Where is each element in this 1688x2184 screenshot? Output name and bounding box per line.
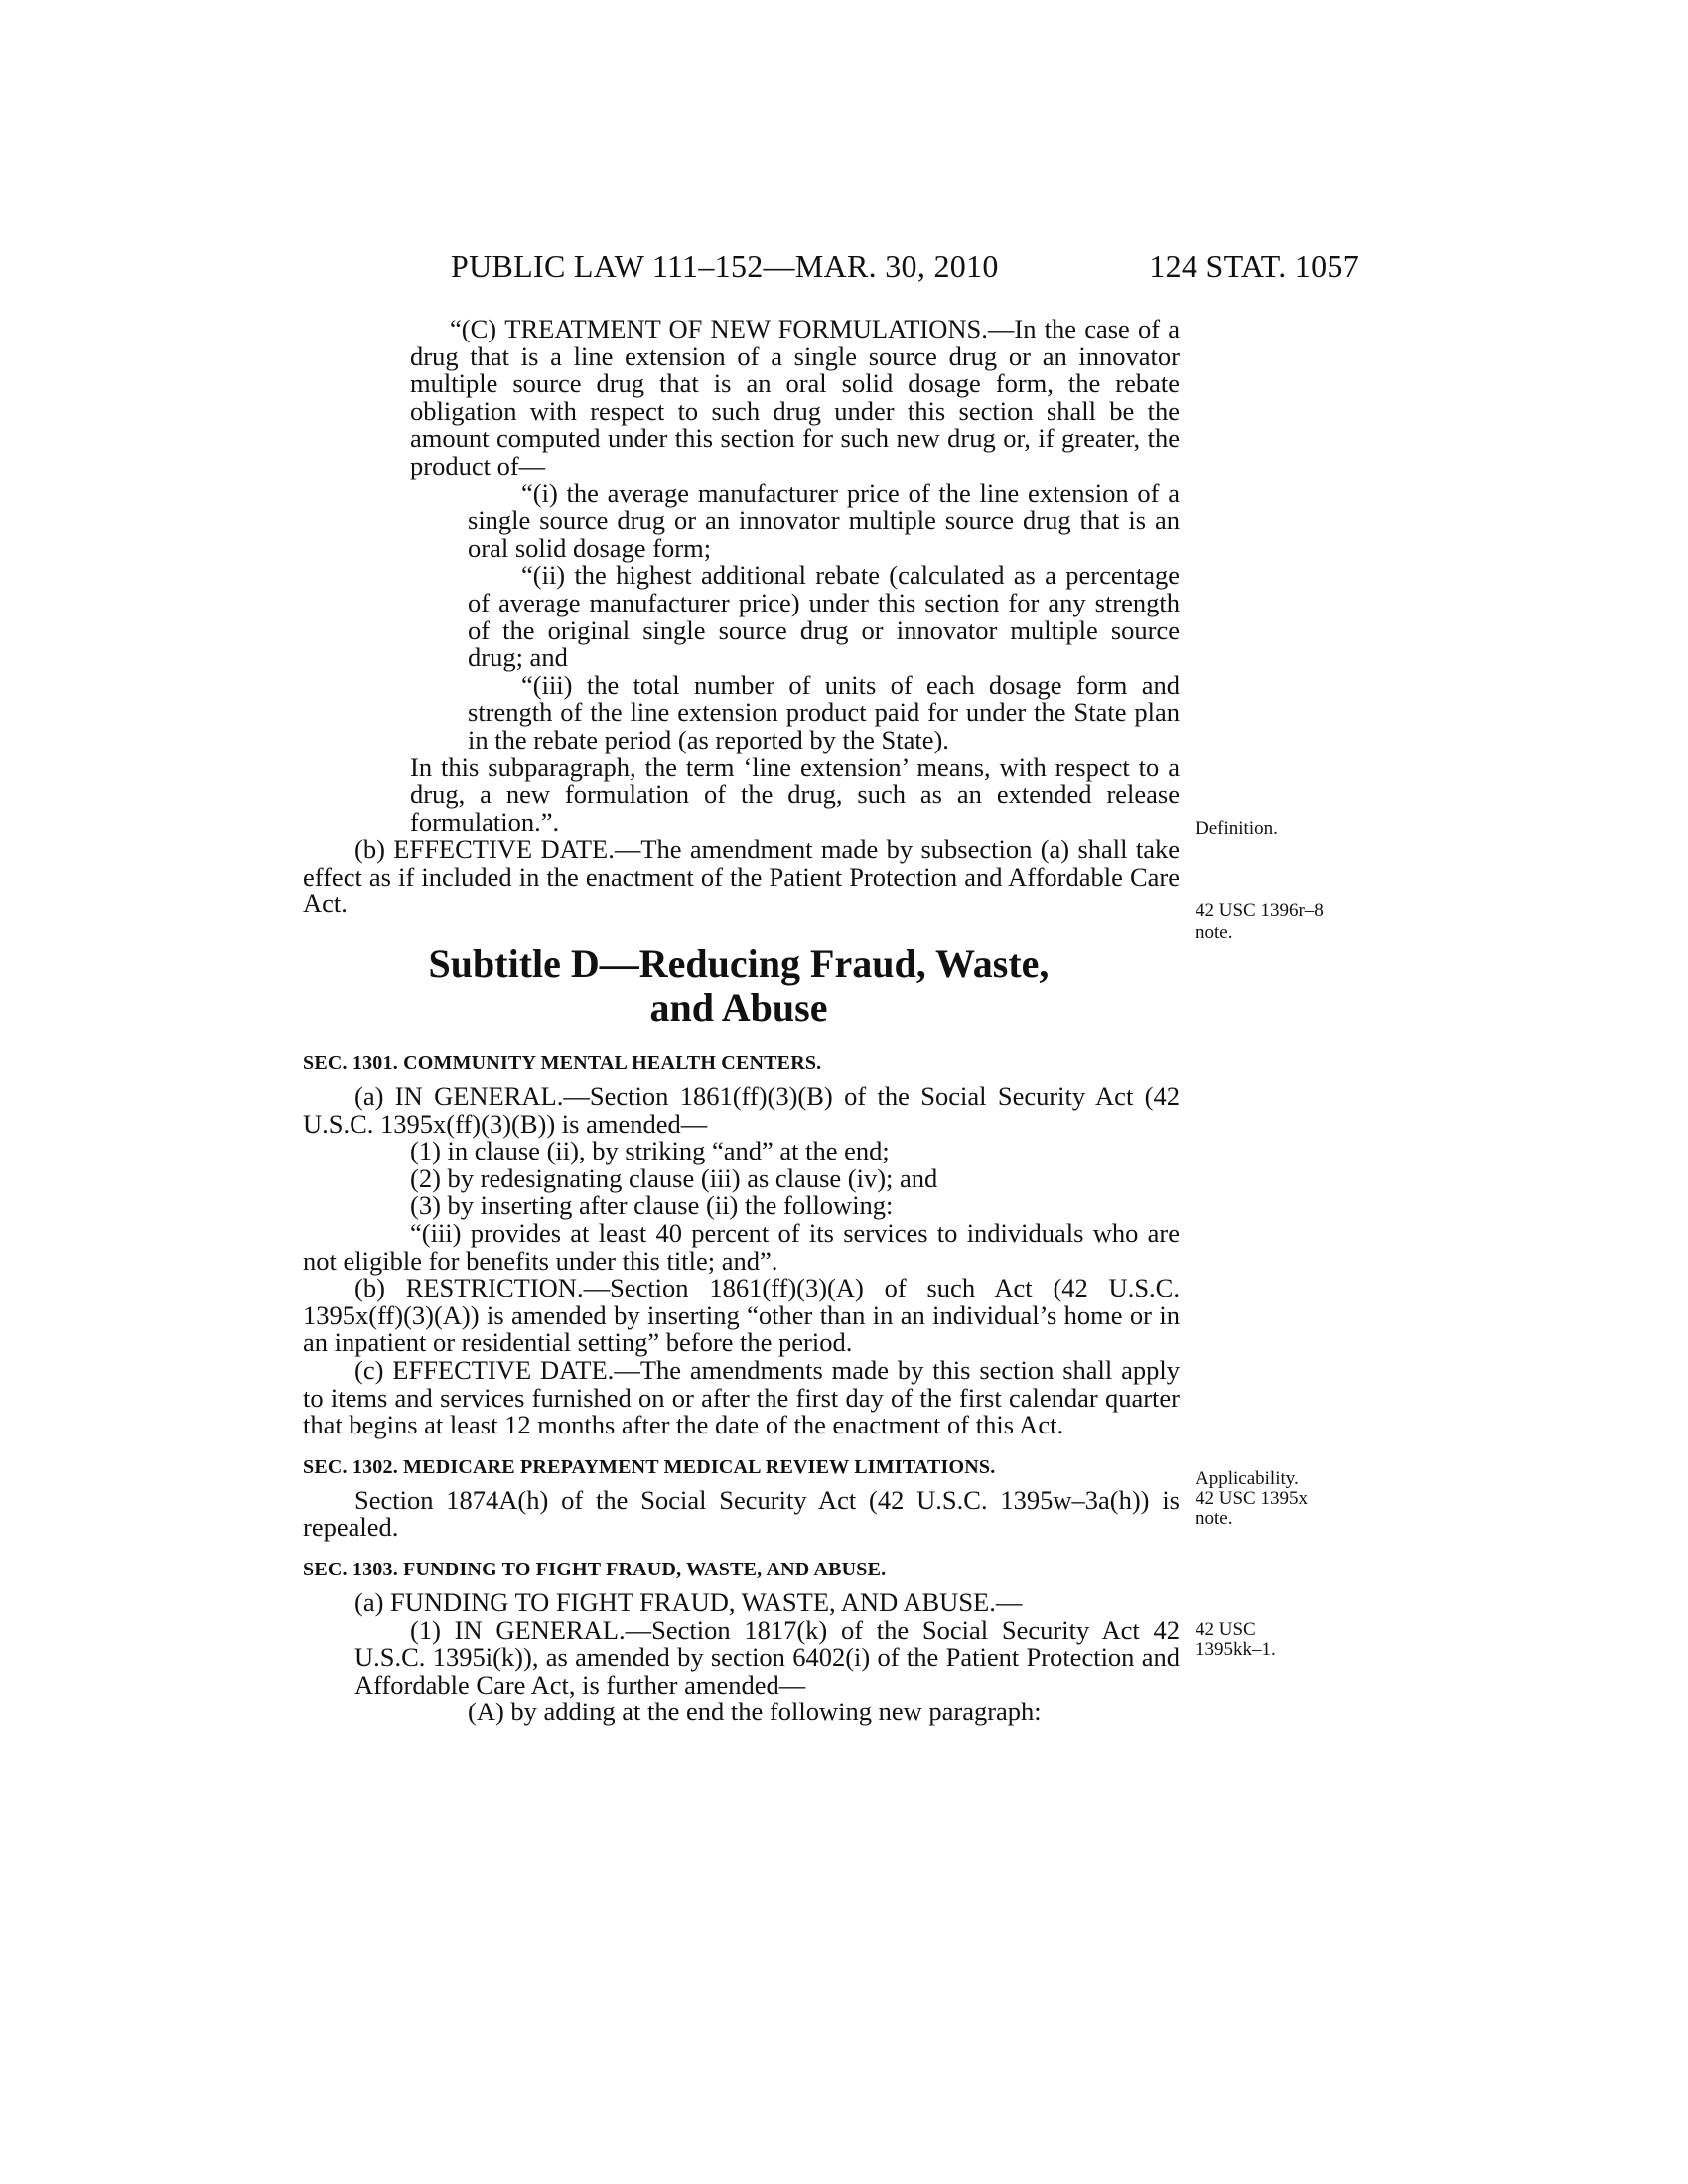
sec1301-b-open: (b) xyxy=(354,1273,406,1303)
effective-date-paragraph xyxy=(303,836,1180,918)
sec1303-a-open: (a) xyxy=(354,1586,391,1617)
sec1303-p1-heading: IN GENERAL. xyxy=(454,1614,626,1645)
margin-note-usc-1395kk-1: 1395kk–1. xyxy=(1196,1639,1276,1660)
section-1302-title: SEC. 1302. MEDICARE PREPAYMENT MEDICAL REVIEW LIMITATIONS. xyxy=(303,1455,996,1478)
sec1303-p1-paragraph xyxy=(303,1614,1180,1700)
sec1301-item-2: (2) by redesignating clause (iii) as clause (iv); and xyxy=(410,1162,938,1193)
sec1301-c-text: —The amendments made by this section shall apply to items and services furnished on or after the first day of the first calendar quarter that begins at least 12 months after the date of the enactment of this Act. xyxy=(303,1355,1181,1440)
effective-date-open: (b) xyxy=(354,834,394,865)
margin-note-usc-1396r-8-note: note. xyxy=(1196,922,1233,943)
sec1301-a-text: —Section 1861(ff)(3)(B) of the Social Security Act (42 U.S.C. 1395x(ff)(3)(B)) is amended— xyxy=(303,1081,1180,1139)
margin-note-applicability: Applicability. xyxy=(1196,1468,1299,1489)
sec1303-a-paragraph xyxy=(303,1586,1180,1617)
sec1303-A-paragraph: (A) by adding at the end the following new paragraph: xyxy=(468,1697,1042,1727)
clause-i-paragraph: “(i) the average manufacturer price of the line extension of a single source drug or an innovator multiple source drug that is an oral solid dosage form; xyxy=(468,478,1180,563)
header-public-law: PUBLIC LAW 111–152—MAR. 30, 2010 xyxy=(451,248,999,284)
clause-c-paragraph xyxy=(303,316,1180,480)
sec1301-c-open: (c) xyxy=(354,1355,393,1385)
sec1301-a-open: (a) xyxy=(354,1081,395,1112)
effective-date-text: —The amendment made by subsection (a) shall take effect as if included in the enactment of the Patient Protection and Affordable Care Act. xyxy=(303,834,1181,919)
margin-note-definition: Definition. xyxy=(1196,818,1278,839)
document-body xyxy=(303,316,1180,1726)
section-1301-title: SEC. 1301. COMMUNITY MENTAL HEALTH CENTERS. xyxy=(303,1052,822,1075)
clause-c-open: “(C) xyxy=(450,314,505,343)
clause-ii-paragraph: “(ii) the highest additional rebate (calculated as a percentage of average manufacturer price) under this section for any strength of the original single source drug or innovator multiple source drug; and xyxy=(468,560,1180,673)
sec1302-text: Section 1874A(h) of the Social Security Act (42 U.S.C. 1395w–3a(h)) is repealed. xyxy=(303,1484,1180,1543)
sec1301-c-heading: EFFECTIVE DATE. xyxy=(392,1355,615,1385)
margin-note-usc-1395x-note: note. xyxy=(1196,1508,1233,1529)
margin-note-usc-1395x: 42 USC 1395x xyxy=(1196,1488,1308,1509)
sec1301-b-text: —Section 1861(ff)(3)(A) of such Act (42 U.S.C. 1395x(ff)(3)(A)) is amended by inserting “other than in an individual’s home or in an inpatient or residential setting” before the period. xyxy=(303,1273,1180,1358)
sec1303-a-dash: — xyxy=(995,1586,1023,1617)
header-statute-page: 124 STAT. 1057 xyxy=(1149,248,1359,284)
sec1303-p1-open: (1) xyxy=(410,1614,455,1645)
subtitle-text: Subtitle D—Reducing Fraud, Waste, and Abuse xyxy=(428,941,1050,1030)
sec1301-c-paragraph xyxy=(303,1357,1180,1439)
section-1303-title: SEC. 1303. FUNDING TO FIGHT FRAUD, WASTE, AND ABUSE. xyxy=(303,1558,887,1580)
sec1301-item-1: (1) in clause (ii), by striking “and” at the end; xyxy=(410,1136,890,1166)
page-header xyxy=(451,248,1359,288)
sec1301-item-3: (3) by inserting after clause (ii) the following: xyxy=(410,1190,894,1221)
sec1301-b-heading: RESTRICTION. xyxy=(405,1273,584,1303)
margin-note-usc-42: 42 USC xyxy=(1196,1619,1256,1640)
sec1303-p1-text: —Section 1817(k) of the Social Security Act 42 U.S.C. 1395i(k)), as amended by section 6402(i) of the Patient Protection and Affordable Care Act, is further amended— xyxy=(354,1614,1180,1700)
sec1303-a-heading: FUNDING TO FIGHT FRAUD, WASTE, AND ABUSE. xyxy=(390,1586,996,1617)
clause-iii-paragraph: “(iii) the total number of units of each dosage form and strength of the line extension product paid for under the State plan in the rebate period (as reported by the State). xyxy=(468,669,1180,754)
margin-note-usc-1396r-8: 42 USC 1396r–8 xyxy=(1196,900,1324,921)
sec1301-a-paragraph xyxy=(303,1083,1180,1138)
sec1301-a-heading: IN GENERAL. xyxy=(394,1081,564,1112)
sec1301-quote: “(iii) provides at least 40 percent of its services to individuals who are not eligible for benefits under this title; and”. xyxy=(303,1218,1180,1276)
subtitle-heading xyxy=(303,942,1180,1029)
effective-date-heading: EFFECTIVE DATE. xyxy=(393,834,615,865)
clause-c-heading: TREATMENT OF NEW FORMULATIONS. xyxy=(504,314,988,343)
clause-c-text: —In the case of a drug that is a line extension of a single source drug or an innovator multiple source drug that is an oral solid dosage form, the rebate obligation with respect to such drug under this section shall be the amount computed under this section for such new drug or, if greater, the product of— xyxy=(410,314,1181,480)
sec1301-b-paragraph xyxy=(303,1275,1180,1357)
definition-paragraph: In this subparagraph, the term ‘line extension’ means, with respect to a drug, a new formulation of the drug, such as an extended release formulation.”. xyxy=(410,751,1180,837)
